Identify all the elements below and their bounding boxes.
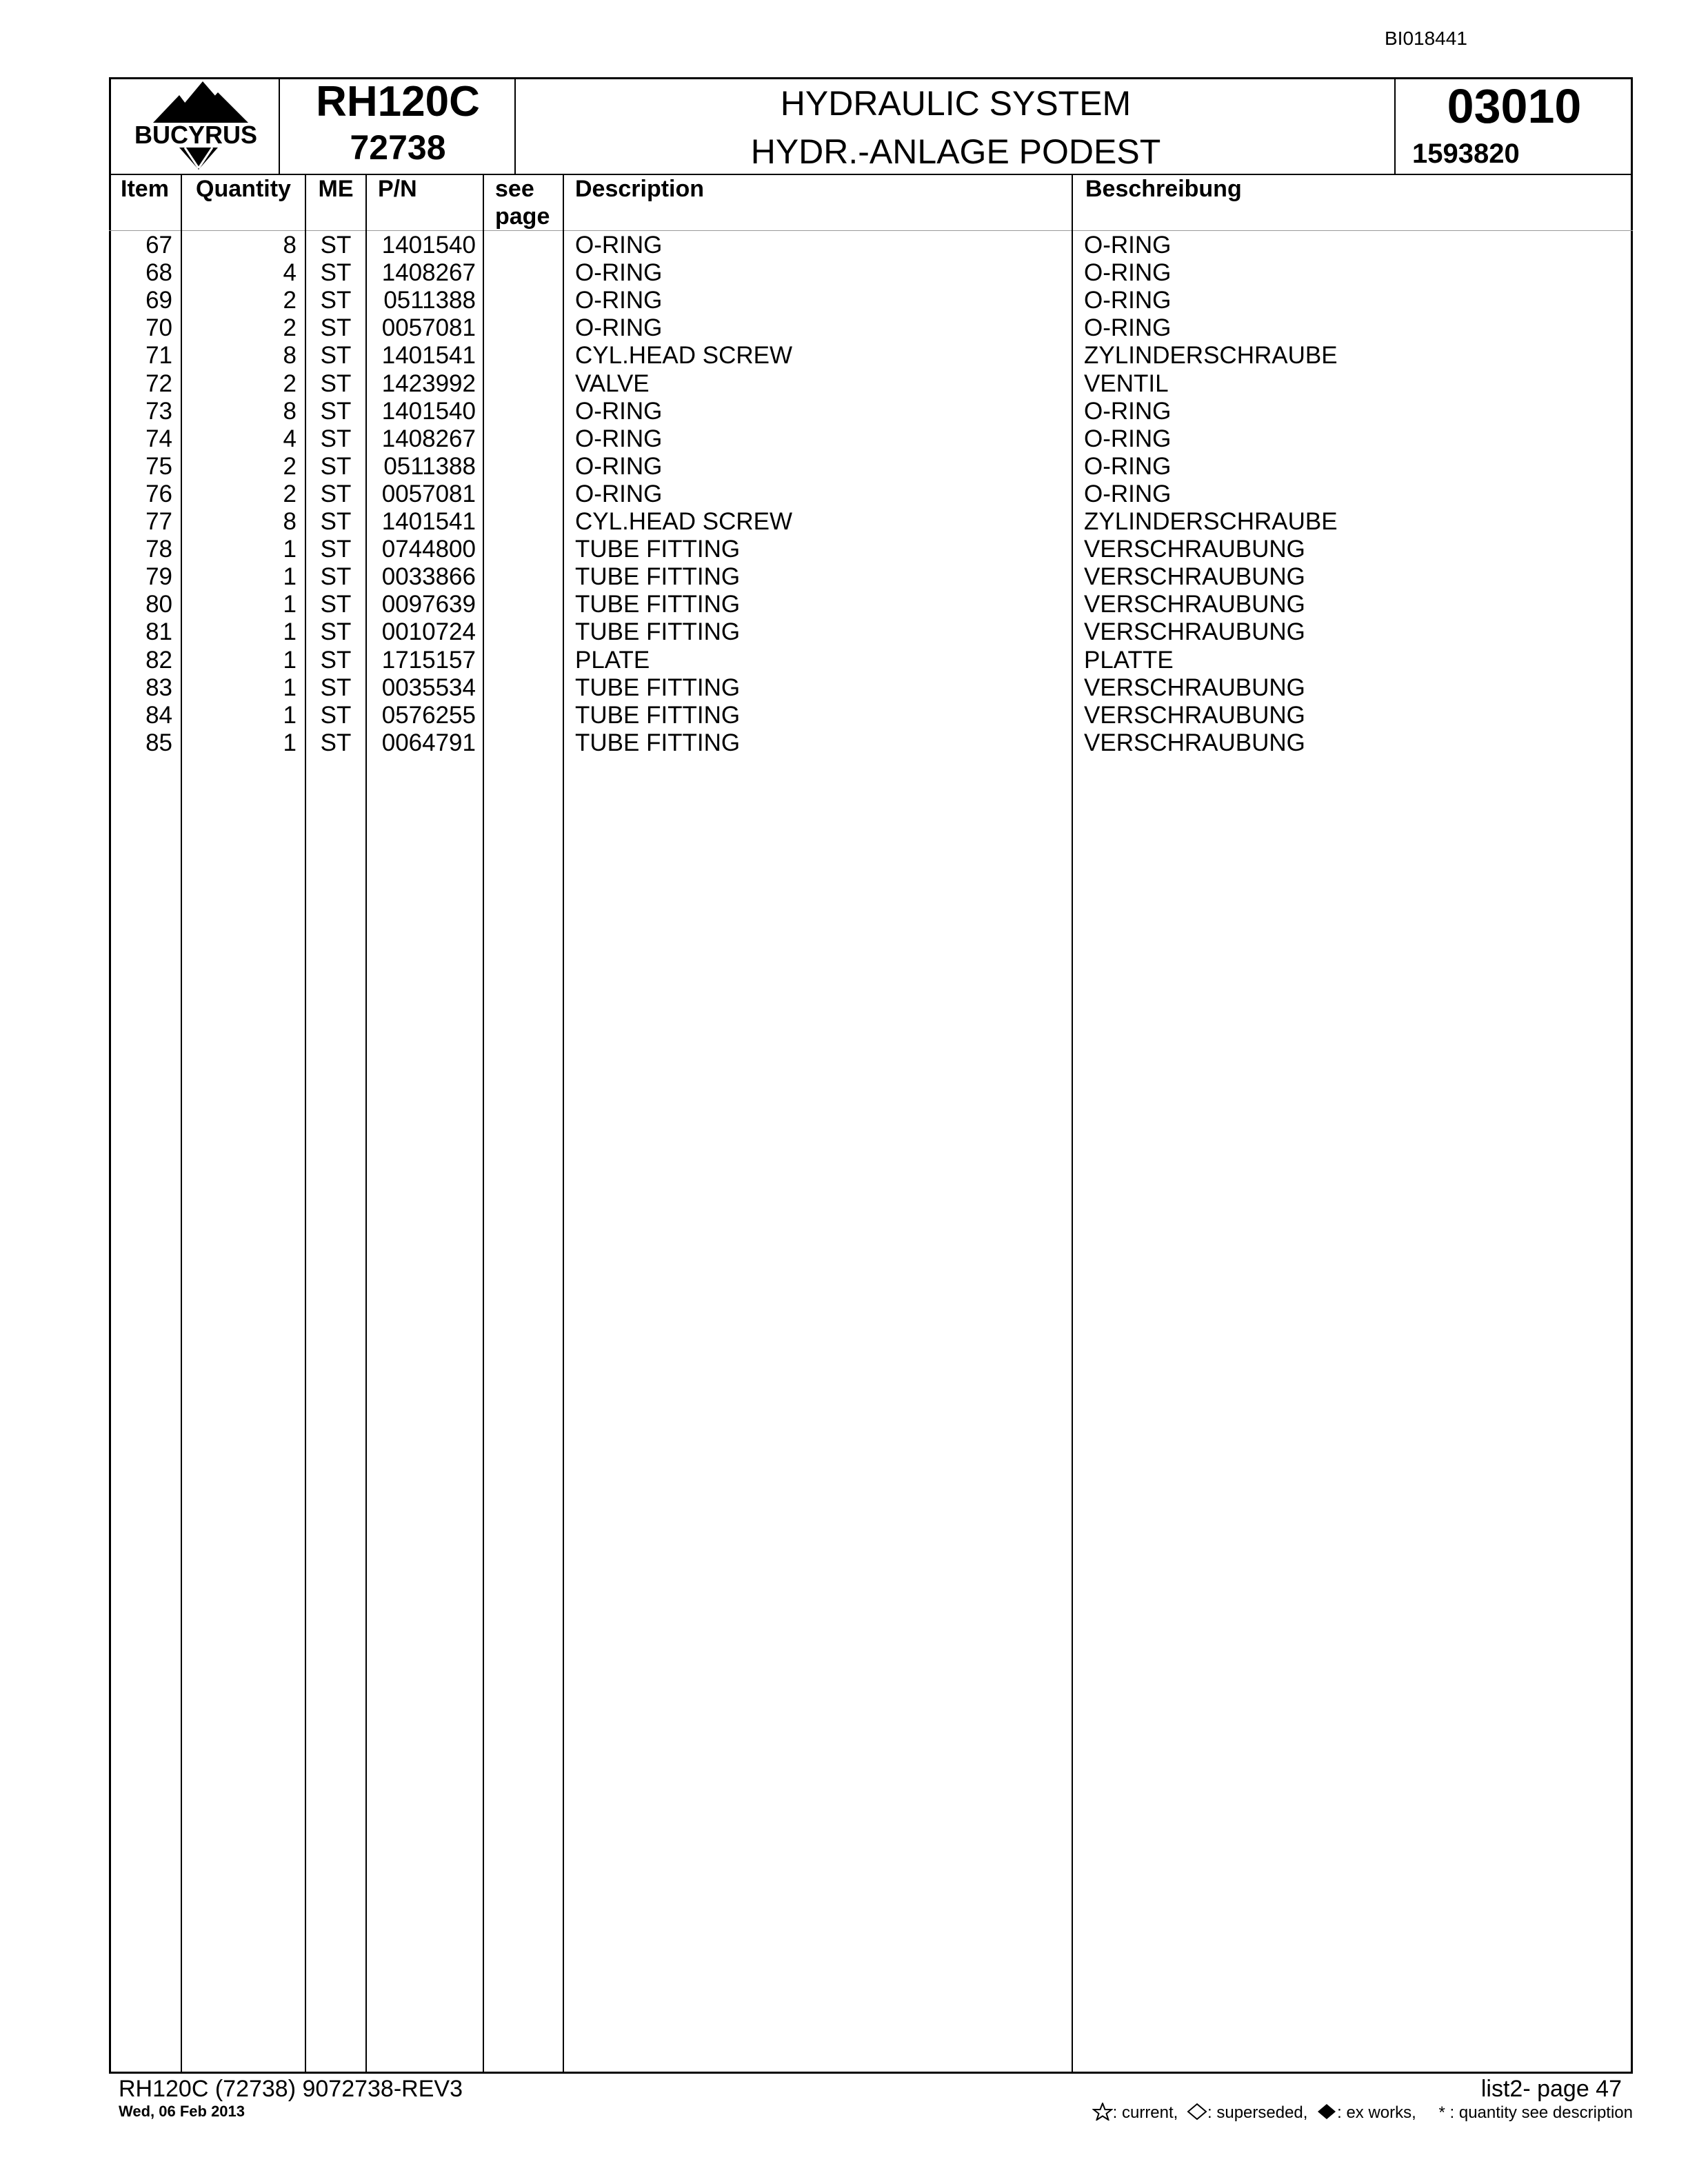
- table-row: [0, 370, 1688, 398]
- cell-description: O-RING: [575, 397, 663, 425]
- cell-description: TUBE FITTING: [575, 729, 741, 756]
- cell-pn: 1408267: [381, 259, 476, 287]
- cell-description: O-RING: [575, 480, 663, 507]
- cell-quantity: 4: [283, 425, 297, 452]
- cell-item: 70: [145, 314, 172, 342]
- cell-description: O-RING: [575, 287, 663, 314]
- cell-me: ST: [320, 232, 352, 259]
- cell-item: 78: [145, 536, 172, 563]
- cell-description: TUBE FITTING: [575, 591, 741, 618]
- cell-description: TUBE FITTING: [575, 618, 741, 646]
- cell-me: ST: [320, 563, 352, 591]
- cell-quantity: 2: [283, 314, 297, 342]
- legend-quantity: * : quantity see description: [1438, 2103, 1633, 2122]
- cell-pn: 0057081: [381, 480, 476, 507]
- table-row: [0, 563, 1688, 591]
- cell-beschreibung: O-RING: [1084, 287, 1172, 314]
- model-number: 72738: [350, 128, 446, 167]
- cell-quantity: 1: [283, 646, 297, 674]
- table-row: [0, 481, 1688, 508]
- table-row: [0, 314, 1688, 342]
- cell-pn: 1408267: [381, 425, 476, 452]
- table-row: [0, 425, 1688, 453]
- cell-item: 75: [145, 452, 172, 480]
- cell-quantity: 1: [283, 701, 297, 729]
- column-header-page: page: [495, 203, 550, 230]
- document-reference: BI018441: [1385, 28, 1467, 49]
- column-header-beschreibung: Beschreibung: [1085, 176, 1242, 202]
- cell-me: ST: [320, 480, 352, 507]
- cell-me: ST: [320, 701, 352, 729]
- cell-beschreibung: VENTIL: [1084, 370, 1169, 397]
- cell-pn: 0064791: [381, 729, 476, 756]
- cell-me: ST: [320, 452, 352, 480]
- cell-quantity: 1: [283, 618, 297, 646]
- cell-pn: 0010724: [381, 618, 476, 646]
- logo-text: BUCYRUS: [134, 121, 258, 149]
- cell-description: O-RING: [575, 314, 663, 342]
- cell-me: ST: [320, 729, 352, 756]
- cell-quantity: 1: [283, 729, 297, 756]
- table-row: [0, 232, 1688, 259]
- table-row: [0, 342, 1688, 370]
- title-english: HYDRAULIC SYSTEM: [780, 84, 1132, 123]
- cell-pn: 1401540: [381, 397, 476, 425]
- cell-description: O-RING: [575, 232, 663, 259]
- cell-description: CYL.HEAD SCREW: [575, 342, 793, 370]
- cell-beschreibung: VERSCHRAUBUNG: [1084, 618, 1305, 646]
- footer-date: Wed, 06 Feb 2013: [119, 2103, 245, 2120]
- column-header-me: ME: [318, 176, 354, 202]
- cell-item: 85: [145, 729, 172, 756]
- column-header-see: see: [495, 176, 534, 202]
- cell-pn: 0576255: [381, 701, 476, 729]
- cell-item: 83: [145, 674, 172, 701]
- cell-pn: 1401541: [381, 508, 476, 535]
- cell-quantity: 1: [283, 563, 297, 591]
- star-outline-icon: [1092, 2103, 1113, 2121]
- cell-me: ST: [320, 259, 352, 287]
- cell-pn: 0097639: [381, 591, 476, 618]
- cell-description: TUBE FITTING: [575, 674, 741, 701]
- cell-me: ST: [320, 591, 352, 618]
- cell-description: TUBE FITTING: [575, 536, 741, 563]
- cell-me: ST: [320, 674, 352, 701]
- cell-me: ST: [320, 397, 352, 425]
- column-header-pn: P/N: [378, 176, 417, 202]
- cell-description: VALVE: [575, 370, 650, 397]
- cell-item: 72: [145, 370, 172, 397]
- table-row: [0, 536, 1688, 563]
- cell-me: ST: [320, 536, 352, 563]
- group-sub-number: 1593820: [1412, 139, 1520, 169]
- cell-item: 84: [145, 701, 172, 729]
- cell-description: O-RING: [575, 452, 663, 480]
- cell-item: 76: [145, 480, 172, 507]
- cell-beschreibung: O-RING: [1084, 397, 1172, 425]
- cell-pn: 0057081: [381, 314, 476, 342]
- cell-item: 74: [145, 425, 172, 452]
- model-name: RH120C: [316, 78, 480, 125]
- cell-beschreibung: O-RING: [1084, 314, 1172, 342]
- bucyrus-logo: [113, 80, 279, 172]
- cell-quantity: 1: [283, 674, 297, 701]
- cell-quantity: 2: [283, 287, 297, 314]
- cell-item: 69: [145, 287, 172, 314]
- cell-item: 80: [145, 591, 172, 618]
- cell-item: 67: [145, 232, 172, 259]
- cell-quantity: 8: [283, 508, 297, 535]
- diamond-filled-icon: [1316, 2103, 1337, 2121]
- cell-beschreibung: VERSCHRAUBUNG: [1084, 729, 1305, 756]
- cell-item: 81: [145, 618, 172, 646]
- cell-pn: 0744800: [381, 536, 476, 563]
- cell-item: 68: [145, 259, 172, 287]
- cell-pn: 1715157: [381, 646, 476, 674]
- column-header-description: Description: [575, 176, 705, 202]
- cell-quantity: 2: [283, 452, 297, 480]
- cell-pn: 0511388: [383, 452, 476, 480]
- title-german: HYDR.-ANLAGE PODEST: [750, 132, 1161, 171]
- cell-me: ST: [320, 342, 352, 370]
- cell-me: ST: [320, 618, 352, 646]
- cell-item: 73: [145, 397, 172, 425]
- cell-quantity: 8: [283, 342, 297, 370]
- cell-pn: 0033866: [381, 563, 476, 591]
- table-row: [0, 287, 1688, 314]
- cell-beschreibung: VERSCHRAUBUNG: [1084, 674, 1305, 701]
- cell-quantity: 8: [283, 397, 297, 425]
- cell-beschreibung: O-RING: [1084, 452, 1172, 480]
- cell-item: 77: [145, 508, 172, 535]
- cell-pn: 0511388: [383, 287, 476, 314]
- cell-description: PLATE: [575, 646, 650, 674]
- column-header-item: Item: [121, 176, 169, 202]
- cell-beschreibung: VERSCHRAUBUNG: [1084, 536, 1305, 563]
- cell-description: O-RING: [575, 425, 663, 452]
- cell-me: ST: [320, 508, 352, 535]
- cell-me: ST: [320, 370, 352, 397]
- cell-quantity: 4: [283, 259, 297, 287]
- cell-me: ST: [320, 287, 352, 314]
- table-row: [0, 729, 1688, 757]
- cell-beschreibung: ZYLINDERSCHRAUBE: [1084, 508, 1338, 535]
- column-header-quantity: Quantity: [196, 176, 291, 202]
- footer-page-number: list2- page 47: [1480, 2076, 1622, 2102]
- cell-description: O-RING: [575, 259, 663, 287]
- cell-pn: 0035534: [381, 674, 476, 701]
- cell-me: ST: [320, 646, 352, 674]
- table-row: [0, 259, 1688, 287]
- cell-item: 71: [145, 342, 172, 370]
- cell-beschreibung: O-RING: [1084, 425, 1172, 452]
- table-row: [0, 618, 1688, 646]
- footer-legend: [1092, 2103, 1633, 2123]
- table-row: [0, 508, 1688, 536]
- cell-item: 82: [145, 646, 172, 674]
- footer-document-id: RH120C (72738) 9072738-REV3: [119, 2076, 463, 2102]
- cell-me: ST: [320, 314, 352, 342]
- legend-exworks: : ex works,: [1337, 2103, 1416, 2122]
- cell-pn: 1401540: [381, 232, 476, 259]
- cell-beschreibung: ZYLINDERSCHRAUBE: [1084, 342, 1338, 370]
- cell-beschreibung: VERSCHRAUBUNG: [1084, 701, 1305, 729]
- cell-beschreibung: O-RING: [1084, 259, 1172, 287]
- cell-quantity: 8: [283, 232, 297, 259]
- group-number: 03010: [1447, 79, 1582, 133]
- cell-description: TUBE FITTING: [575, 701, 741, 729]
- table-row: [0, 647, 1688, 674]
- table-row: [0, 591, 1688, 618]
- legend-current: : current,: [1112, 2103, 1178, 2122]
- cell-quantity: 1: [283, 536, 297, 563]
- table-row: [0, 398, 1688, 425]
- cell-pn: 1401541: [381, 342, 476, 370]
- table-row: [0, 674, 1688, 702]
- table-row: [0, 702, 1688, 729]
- column-header-rule: [109, 230, 1633, 231]
- cell-beschreibung: VERSCHRAUBUNG: [1084, 591, 1305, 618]
- cell-beschreibung: O-RING: [1084, 232, 1172, 259]
- cell-item: 79: [145, 563, 172, 591]
- cell-quantity: 2: [283, 370, 297, 397]
- cell-description: CYL.HEAD SCREW: [575, 508, 793, 535]
- table-row: [0, 453, 1688, 481]
- cell-description: TUBE FITTING: [575, 563, 741, 591]
- cell-quantity: 2: [283, 480, 297, 507]
- cell-quantity: 1: [283, 591, 297, 618]
- cell-me: ST: [320, 425, 352, 452]
- cell-beschreibung: VERSCHRAUBUNG: [1084, 563, 1305, 591]
- legend-superseded: : superseded,: [1207, 2103, 1308, 2122]
- cell-beschreibung: PLATTE: [1084, 646, 1174, 674]
- cell-pn: 1423992: [381, 370, 476, 397]
- cell-beschreibung: O-RING: [1084, 480, 1172, 507]
- diamond-outline-icon: [1187, 2103, 1207, 2121]
